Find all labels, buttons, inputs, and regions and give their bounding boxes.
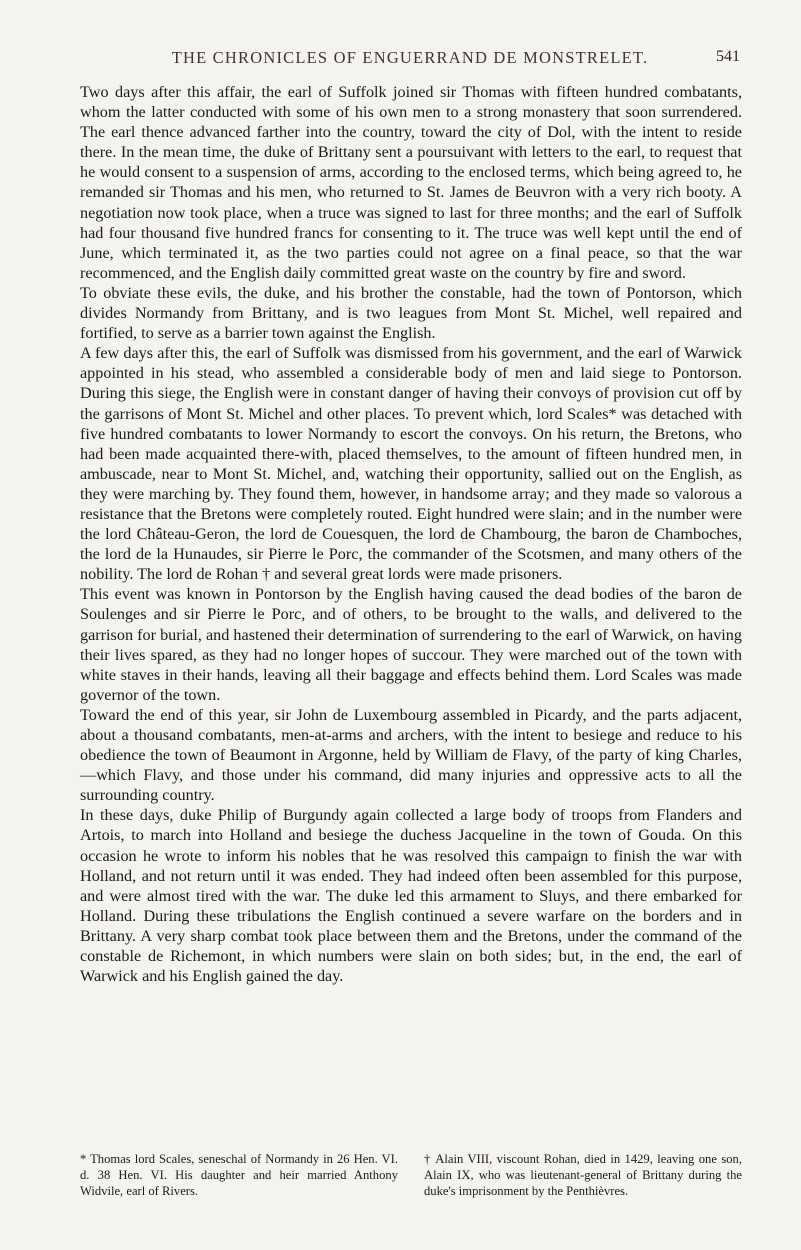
paragraph: A few days after this, the earl of Suffolk was dismissed from his government, and the earl of Warwick appointed in his stead, who assembled a considerable body of men and laid siege to Pontorson. During this siege, the English were in constant danger of having their convoys of provision cut off by the garrisons of Mont St. Michel and other places. To prevent which, lord Scales* was detached with five hundred combatants to lower Normandy to escort the convoys. On his return, the Bretons, who had been made acquainted there-with, placed themselves, to the amount of fifteen hundred men, in ambuscade, near to Mont St. Michel, and, watching their opportunity, sallied out on the English, as they were marching by. They found them, however, in handsome array; and they made so valorous a resistance that the Bretons were completely routed. Eight hundred were slain; and in the number were the lord Château-Geron, the lord de Couesquen, the lord de Chambourg, the baron de Chamboches, the lord de la Hunaudes, sir Pierre le Porc, the commander of the Scotsmen, and many others of the nobility. The lord de Rohan † and several great lords were made prisoners.: [80, 344, 742, 584]
page-number: 541: [716, 48, 740, 65]
page-header: [80, 48, 740, 70]
footnote-scales: * Thomas lord Scales, seneschal of Normandy in 26 Hen. VI. d. 38 Hen. VI. His daughter and heir married Anthony Widvile, earl of Rivers.: [80, 1152, 398, 1199]
paragraph: Two days after this affair, the earl of Suffolk joined sir Thomas with fifteen hundred combatants, whom the latter conducted with some of his own men to a strong monastery that soon surrendered. The earl thence advanced farther into the country, toward the city of Dol, with the intent to reside there. In the mean time, the duke of Brittany sent a poursuivant with letters to the earl, to request that he would consent to a suspension of arms, according to the enclosed terms, which being agreed to, he remanded sir Thomas and his men, who returned to St. James de Beuvron with a very rich booty. A negotiation now took place, when a truce was signed to last for three months; and the earl of Suffolk had four thousand five hundred francs for consenting to it. The truce was well kept until the end of June, which terminated it, as the two parties could not agree on a final peace, so that the war recommenced, and the English daily committed great waste on the country by fire and sword.: [80, 83, 742, 282]
paragraph: In these days, duke Philip of Burgundy again collected a large body of troops from Flanders and Artois, to march into Holland and besiege the duchess Jacqueline in the town of Gouda. On this occasion he wrote to inform his nobles that he was resolved this campaign to finish the war with Holland, and not return until it was ended. They had indeed often been assembled for this purpose, and were almost tired with the war. The duke led this armament to Sluys, and there embarked for Holland. During these tribulations the English continued a severe warfare on the borders and in Brittany. A very sharp combat took place between them and the Bretons, under the command of the constable de Richemont, in which numbers were slain on both sides; but, in the end, the earl of Warwick and his English gained the day.: [80, 806, 742, 986]
footnotes: [80, 1151, 742, 1200]
paragraph: Toward the end of this year, sir John de Luxembourg assembled in Picardy, and the parts adjacent, about a thousand combatants, men-at-arms and archers, with the intent to besiege and reduce to his obedience the town of Beaumont in Argonne, held by William de Flavy, of the party of king Charles,—which Flavy, and those under his command, did many injuries and oppressive acts to all the surrounding country.: [80, 705, 742, 805]
footnote-rohan: † Alain VIII, viscount Rohan, died in 1429, leaving one son, Alain IX, who was lieutenant-general of Brittany during the duke's imprisonment by the Penthièvres.: [424, 1152, 742, 1199]
body-text: [80, 82, 742, 986]
paragraph: This event was known in Pontorson by the English having caused the dead bodies of the baron de Soulenges and sir Pierre le Porc, and of others, to be brought to the walls, and delivered to the garrison for burial, and hastened their determination of surrendering to the earl of Warwick, on having their lives spared, as they had no longer hopes of succour. They were marched out of the town with white staves in their hands, leaving all their baggage and effects behind them. Lord Scales was made governor of the town.: [80, 585, 742, 704]
running-title: THE CHRONICLES OF ENGUERRAND DE MONSTRELET.: [171, 48, 649, 67]
paragraph: To obviate these evils, the duke, and his brother the constable, had the town of Pontorson, which divides Normandy from Brittany, and is two leagues from Mont St. Michel, well repaired and fortified, to serve as a barrier town against the English.: [80, 283, 742, 343]
